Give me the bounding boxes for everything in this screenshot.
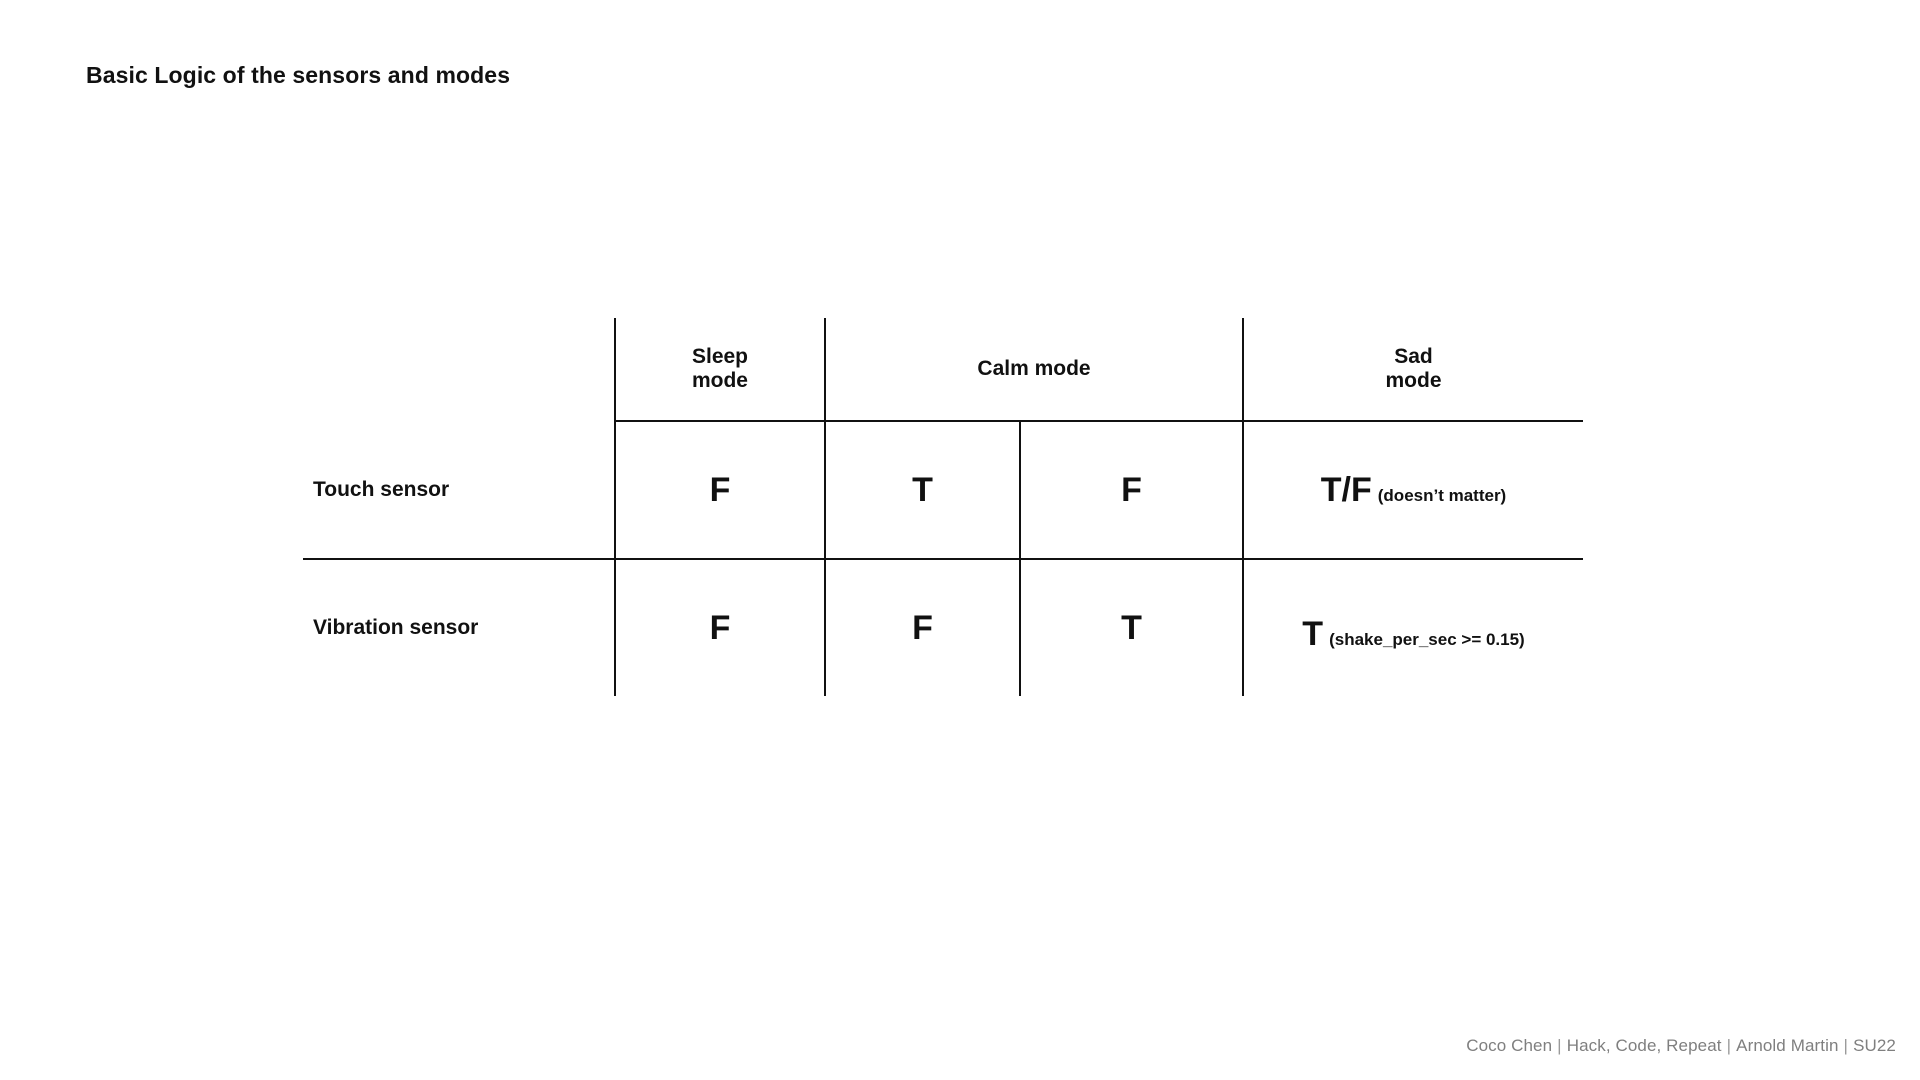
header-sad-line2: mode xyxy=(1385,369,1442,392)
cell-vibration-sad-value: T xyxy=(1302,615,1324,653)
cell-touch-sleep: F xyxy=(615,421,825,559)
cell-vibration-calm-a: F xyxy=(825,559,1020,696)
footer-author: Coco Chen xyxy=(1466,1036,1553,1055)
cell-touch-calm-a: T xyxy=(825,421,1020,559)
table-corner-cell xyxy=(303,318,615,421)
header-sleep-line1: Sleep xyxy=(691,344,749,368)
footer-instructor: Arnold Martin xyxy=(1736,1036,1839,1055)
header-calm-line1: Calm mode xyxy=(977,356,1091,380)
logic-table xyxy=(303,318,1583,696)
header-sad-line1: Sad xyxy=(1394,344,1433,368)
footer-term: SU22 xyxy=(1853,1036,1896,1055)
header-sad-mode xyxy=(1243,318,1583,421)
header-calm-mode xyxy=(825,318,1243,421)
header-sleep-mode xyxy=(615,318,825,421)
cell-touch-sad-note: (doesn’t matter) xyxy=(1377,486,1507,505)
table-row xyxy=(303,559,1583,696)
footer-separator-1: | xyxy=(1557,1036,1562,1055)
slide-footer xyxy=(1466,1036,1896,1056)
table-row xyxy=(303,421,1583,559)
header-sleep-line2: mode xyxy=(691,369,748,392)
cell-touch-sad xyxy=(1243,421,1583,559)
cell-vibration-sleep: F xyxy=(615,559,825,696)
cell-vibration-calm-b: T xyxy=(1020,559,1243,696)
cell-vibration-sad-note: (shake_per_sec >= 0.15) xyxy=(1329,630,1525,649)
footer-separator-2: | xyxy=(1726,1036,1732,1055)
cell-touch-calm-b: F xyxy=(1020,421,1243,559)
row-label-touch-sensor: Touch sensor xyxy=(303,421,615,559)
footer-project: Hack, Code, Repeat xyxy=(1566,1036,1722,1055)
cell-vibration-sad xyxy=(1243,565,1583,702)
cell-touch-sad-value: T/F xyxy=(1320,471,1372,509)
footer-separator-3: | xyxy=(1843,1036,1849,1055)
row-label-vibration-sensor: Vibration sensor xyxy=(313,616,479,639)
page-title: Basic Logic of the sensors and modes xyxy=(86,62,511,88)
table-header-row xyxy=(303,318,1583,421)
logic-table-container xyxy=(303,318,1583,696)
